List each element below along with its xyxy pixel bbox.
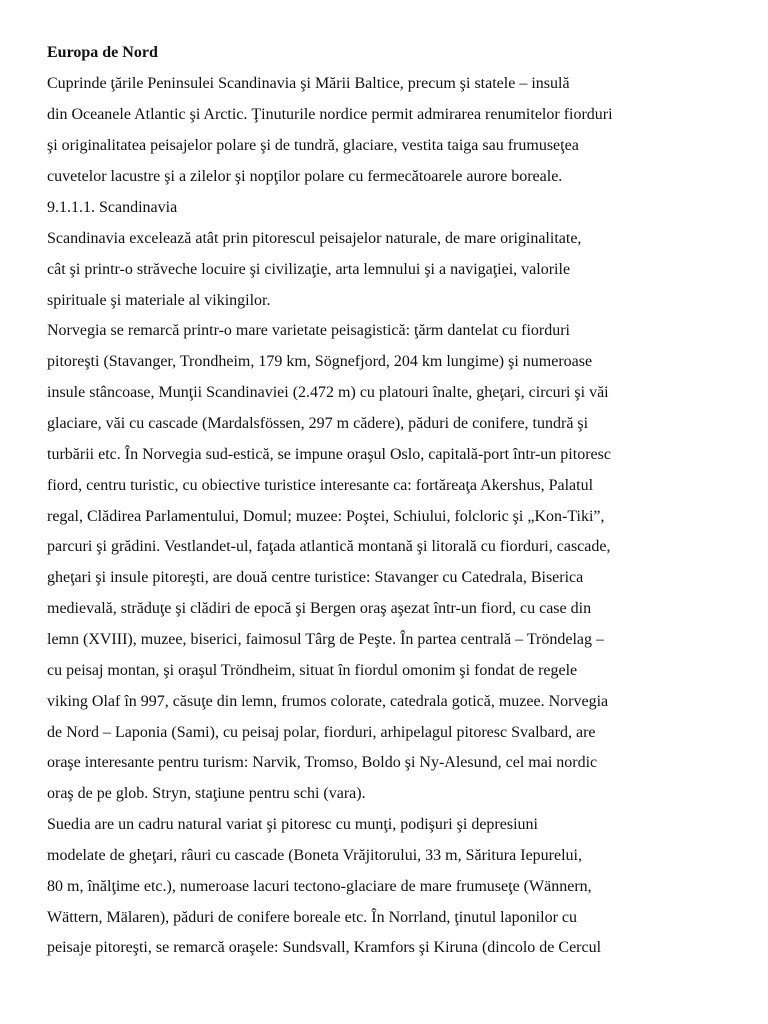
text-line: Cuprinde ţările Peninsulei Scandinavia şi Mării Baltice, precum şi statele – insulă [47,75,570,92]
text-line: Suedia are un cadru natural variat şi pitoresc cu munţi, podişuri şi depresiuni [47,816,538,833]
text-line: insule stâncoase, Munţii Scandinaviei (2.472 m) cu platouri înalte, gheţari, circuri şi văi [47,384,609,401]
text-line: oraş de pe glob. Stryn, staţiune pentru schi (vara). [47,785,366,802]
text-line: cuvetelor lacustre şi a zilelor şi nopţilor polare cu fermecătoarele aurore boreale. [47,168,563,185]
text-line: din Oceanele Atlantic şi Arctic. Ţinuturile nordice permit admirarea renumitelor fiorduri [47,106,613,123]
text-line: pitoreşti (Stavanger, Trondheim, 179 km, Sögnefjord, 204 km lungime) şi numeroase [47,353,593,370]
text-line: modelate de gheţari, râuri cu cascade (Boneta Vrăjitorului, 33 m, Săritura Iepurelui, [47,847,582,864]
text-line: fiord, centru turistic, cu obiective turistice interesante ca: fortăreaţa Akershus, Palatul [47,477,594,494]
text-line: Wättern, Mälaren), păduri de conifere boreale etc. În Norrland, ţinutul laponilor cu [47,909,577,926]
text-line: Scandinavia excelează atât prin pitorescul peisajelor naturale, de mare originalitate, [47,230,582,247]
text-line: Norvegia se remarcă printr-o mare varietate peisagistică: ţărm dantelat cu fiorduri [47,322,570,339]
text-line: peisaje pitoreşti, se remarcă oraşele: Sundsvall, Kramfors şi Kiruna (dincolo de Cercul [47,939,602,956]
text-line: viking Olaf în 997, căsuţe din lemn, frumos colorate, catedrala gotică, muzee. Norvegia [47,693,609,710]
text-line: parcuri şi grădini. Vestlandet-ul, faţada atlantică montană şi litorală cu fiorduri, cascade, [47,538,611,555]
text-line: cât şi printr-o străveche locuire şi civilizaţie, arta lemnului şi a navigaţiei, valorile [47,261,571,278]
text-line: glaciare, văi cu cascade (Mardalsfössen, 297 m cădere), păduri de conifere, tundră şi [47,415,589,432]
document-heading: Europa de Nord [47,44,158,61]
text-line: 80 m, înălţime etc.), numeroase lacuri tectono-glaciare de mare frumuseţe (Wännern, [47,878,592,895]
text-line: gheţari şi insule pitoreşti, are două centre turistice: Stavanger cu Catedrala, Biserica [47,569,584,586]
text-line: regal, Clădirea Parlamentului, Domul; muzee: Poştei, Schiului, folcloric şi „Kon-Tiki”, [47,508,605,525]
text-line: de Nord – Laponia (Sami), cu peisaj polar, fiorduri, arhipelagul pitoresc Svalbard, are [47,724,596,741]
text-line: spirituale şi materiale al vikingilor. [47,292,271,309]
text-line: lemn (XVIII), muzee, biserici, faimosul Târg de Peşte. În partea centrală – Tröndelag – [47,631,605,648]
text-line: cu peisaj montan, şi oraşul Tröndheim, situat în fiordul omonim şi fondat de regele [47,662,578,679]
text-line: oraşe interesante pentru turism: Narvik, Tromso, Boldo şi Ny-Alesund, cel mai nordic [47,754,598,771]
text-line: şi originalitatea peisajelor polare şi de tundră, glaciare, vestita taiga sau frumuseţea [47,137,579,154]
text-line: medievală, străduţe şi clădiri de epocă şi Bergen oraş aşezat într-un fiord, cu case din [47,600,592,617]
section-heading: 9.1.1.1. Scandinavia [47,199,178,216]
text-line: turbării etc. În Norvegia sud-estică, se impune oraşul Oslo, capitală-port într-un pitoresc [47,446,611,463]
